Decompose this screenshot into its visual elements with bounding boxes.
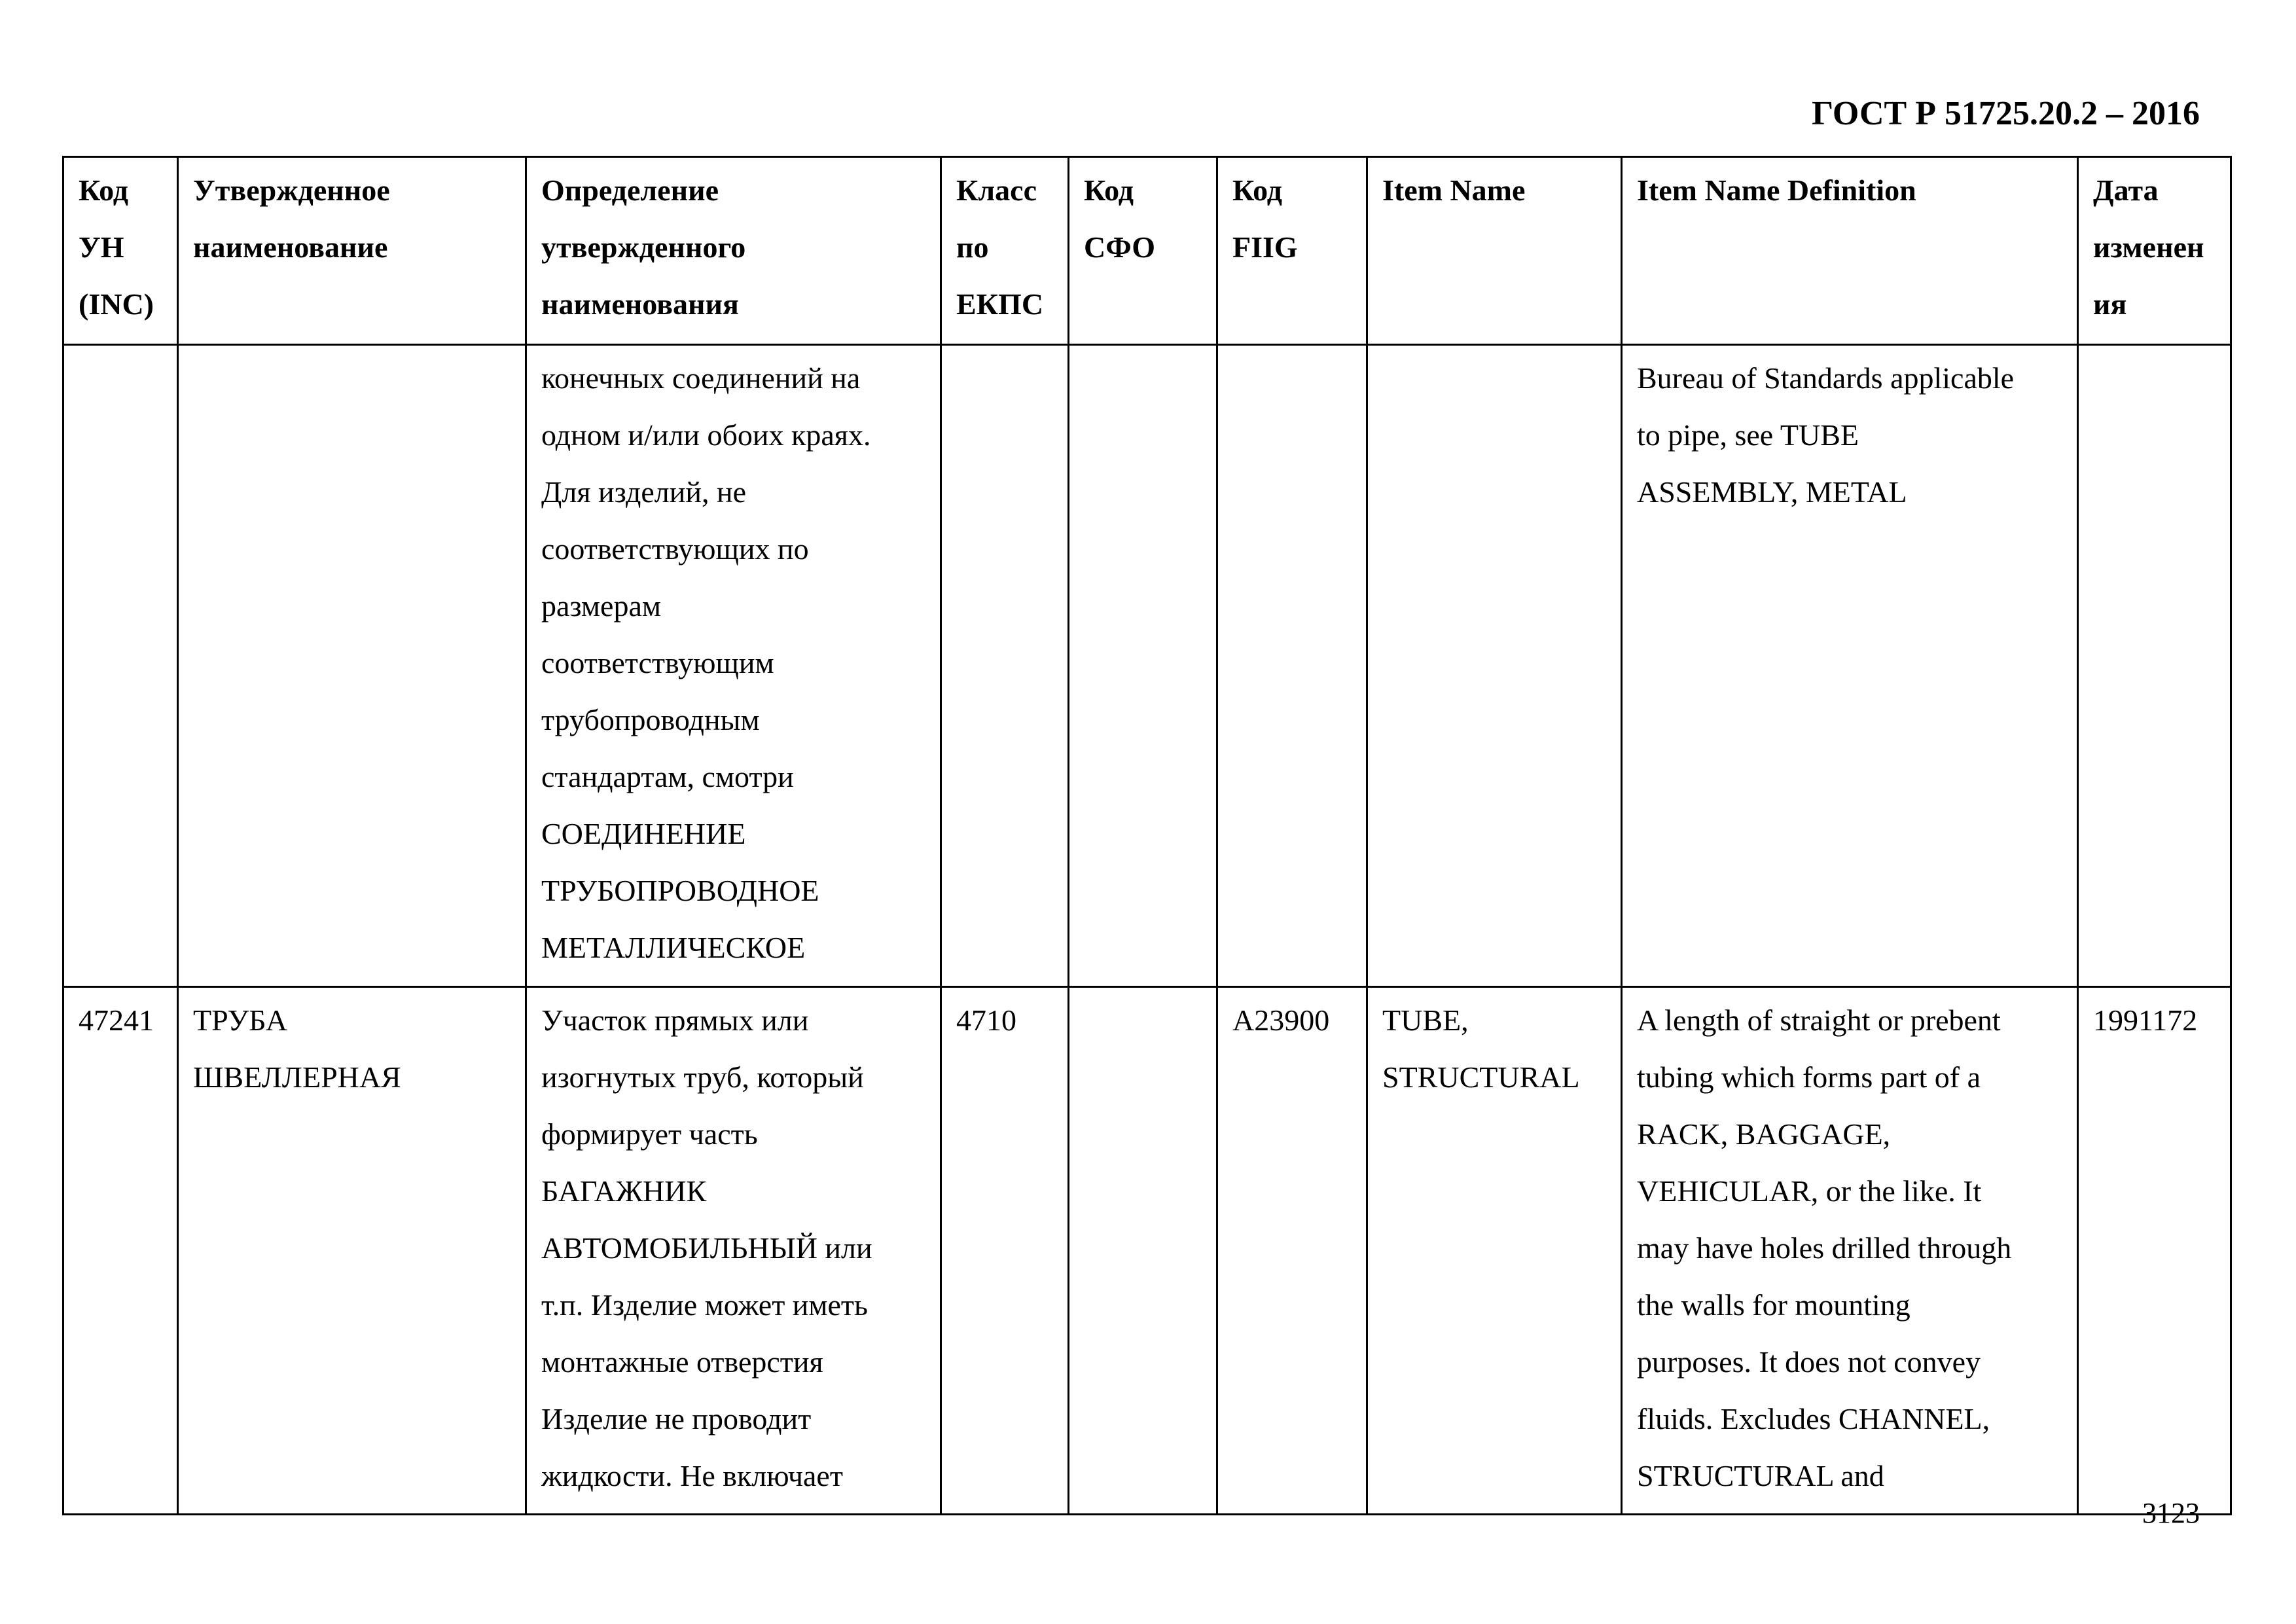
cell-item-name-definition xyxy=(1622,345,2078,987)
column-header-item-name xyxy=(1367,157,1622,345)
cell-inc xyxy=(63,345,178,987)
table-row xyxy=(63,345,2231,987)
column-header-ekps-class xyxy=(941,157,1069,345)
cell-approved-name xyxy=(178,345,526,987)
cell-text: Участок прямых или изогнутых труб, который формирует часть БАГАЖНИК АВТОМОБИЛЬНЫЙ или т.п. Изделие может иметь монтажные отверстия Изделие не проводит жидкости. Не включает xyxy=(541,1003,872,1492)
cell-sfo-code xyxy=(1069,987,1217,1515)
nomenclature-table xyxy=(62,156,2232,1515)
cell-sfo-code xyxy=(1069,345,1217,987)
column-header-label: Item Name Definition xyxy=(1637,173,1916,207)
cell-fiig-code xyxy=(1217,987,1367,1515)
table-row xyxy=(63,987,2231,1515)
cell-item-name xyxy=(1367,987,1622,1515)
column-header-sfo-code xyxy=(1069,157,1217,345)
cell-change-date xyxy=(2078,987,2231,1515)
cell-change-date xyxy=(2078,345,2231,987)
cell-fiig-code xyxy=(1217,345,1367,987)
cell-ekps-class xyxy=(941,987,1069,1515)
cell-text: конечных соединений на одном и/или обоих краях. Для изделий, не соответствующих по размерам соответствующим трубопроводным стандартам, смотри СОЕДИНЕНИЕ ТРУБОПРОВОДНОЕ МЕТАЛЛИЧЕСКОЕ xyxy=(541,361,871,964)
cell-ekps-class xyxy=(941,345,1069,987)
cell-item-name-definition xyxy=(1622,987,2078,1515)
cell-text: 1991172 xyxy=(2093,1003,2198,1037)
cell-text: Bureau of Standards applicable to pipe, see TUBE ASSEMBLY, METAL xyxy=(1637,361,2015,509)
column-header-fiig-code xyxy=(1217,157,1367,345)
column-header-label: Код УН (INC) xyxy=(79,173,154,321)
column-header-inc xyxy=(63,157,178,345)
cell-text: A23900 xyxy=(1232,1003,1330,1037)
column-header-label: Дата изменен ия xyxy=(2093,173,2204,321)
cell-text: 47241 xyxy=(79,1003,154,1037)
column-header-item-name-definition xyxy=(1622,157,2078,345)
column-header-label: Утвержденное наименование xyxy=(193,173,390,264)
cell-text: ТРУБА ШВЕЛЛЕРНАЯ xyxy=(193,1003,401,1094)
cell-inc xyxy=(63,987,178,1515)
cell-text: A length of straight or prebent tubing which forms part of a RACK, BAGGAGE, VEHICULAR, or the like. It may have holes drilled through the walls for mounting purposes. It does not convey fluids. Excludes CHANNEL, STRUCTURAL and xyxy=(1637,1003,2012,1492)
column-header-label: Определение утвержденного наименования xyxy=(541,173,746,321)
cell-text: TUBE, STRUCTURAL xyxy=(1382,1003,1580,1094)
column-header-label: Item Name xyxy=(1382,173,1526,207)
column-header-definition xyxy=(526,157,941,345)
cell-definition xyxy=(526,345,941,987)
page-number: 3123 xyxy=(2142,1497,2200,1529)
column-header-label: Класс по ЕКПС xyxy=(956,173,1044,321)
column-header-approved-name xyxy=(178,157,526,345)
column-header-label: Код FIIG xyxy=(1232,173,1298,264)
cell-item-name xyxy=(1367,345,1622,987)
cell-approved-name xyxy=(178,987,526,1515)
cell-text: 4710 xyxy=(956,1003,1016,1037)
column-header-label: Код СФО xyxy=(1084,173,1156,264)
column-header-change-date xyxy=(2078,157,2231,345)
document-title: ГОСТ Р 51725.20.2 – 2016 xyxy=(1812,95,2200,132)
table-header-row xyxy=(63,157,2231,345)
cell-definition xyxy=(526,987,941,1515)
